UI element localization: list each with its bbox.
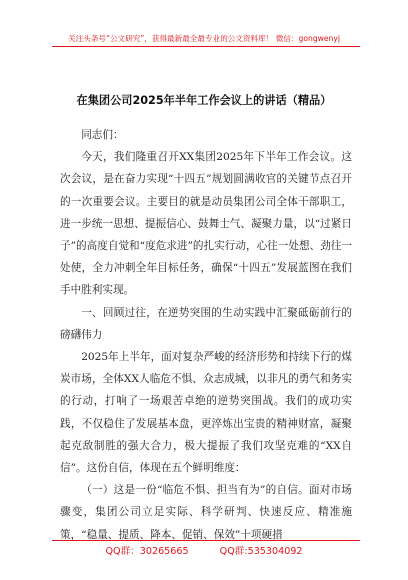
- footer-qq-group-1: QQ群：30265665: [105, 546, 189, 557]
- header-note: 关注头条号“公文研究”，获得最新最全最专业的公文资料库！ 微信：gongwenyj: [68, 34, 340, 43]
- header-divider: [52, 46, 360, 47]
- document-body: [60, 118, 352, 546]
- paragraph-3: （一）这是一份“临危不惧、担当有为”的自信。面对市场骤变，集团公司立足实际、科学研判、快速反应、精准施策，“稳量、提质、降本、促销、保效”十项硬措: [60, 484, 352, 541]
- footer-qq-group-2: QQ群:535304092: [219, 546, 303, 557]
- footer-divider: [52, 540, 360, 541]
- footer: [0, 543, 408, 557]
- salutation: 同志们：: [81, 129, 124, 141]
- paragraph-2: 2025年上半年，面对复杂严峻的经济形势和持续下行的煤炭市场，全体XX人临危不惧、众志成城，以非凡的勇气和务实的行动，打响了一场艰苦卓绝的逆势突围战。我们的成功实践，不仅稳住了发展基本盘，更淬炼出宝贵的精神财富，凝聚起克敌制胜的强大合力，极大提振了我们攻坚克难的“XX自信”。这份自信，体现在五个鲜明维度：: [60, 351, 352, 475]
- paragraph-1: 今天，我们隆重召开XX集团2025年下半年工作会议。这次会议，是在奋力实现“十四五”规划圆满收官的关键节点召开的一次重要会议。主要目的就是动员集团公司全体干部职工，进一步统一思想、提振信心、鼓舞士气、凝聚力量，以“过紧日子”的高度自觉和“度危求进”的扎实行动，心往一处想、劲往一处使，全力冲刺全年目标任务，确保“十四五”发展蓝图在我们手中胜利实现。: [60, 151, 352, 297]
- section-heading-1: 一、回顾过往，在逆势突围的生动实践中汇聚砥砺前行的磅礴伟力: [60, 306, 352, 341]
- document-title: 在集团公司2025年半年工作会议上的讲话（精品）: [76, 94, 332, 107]
